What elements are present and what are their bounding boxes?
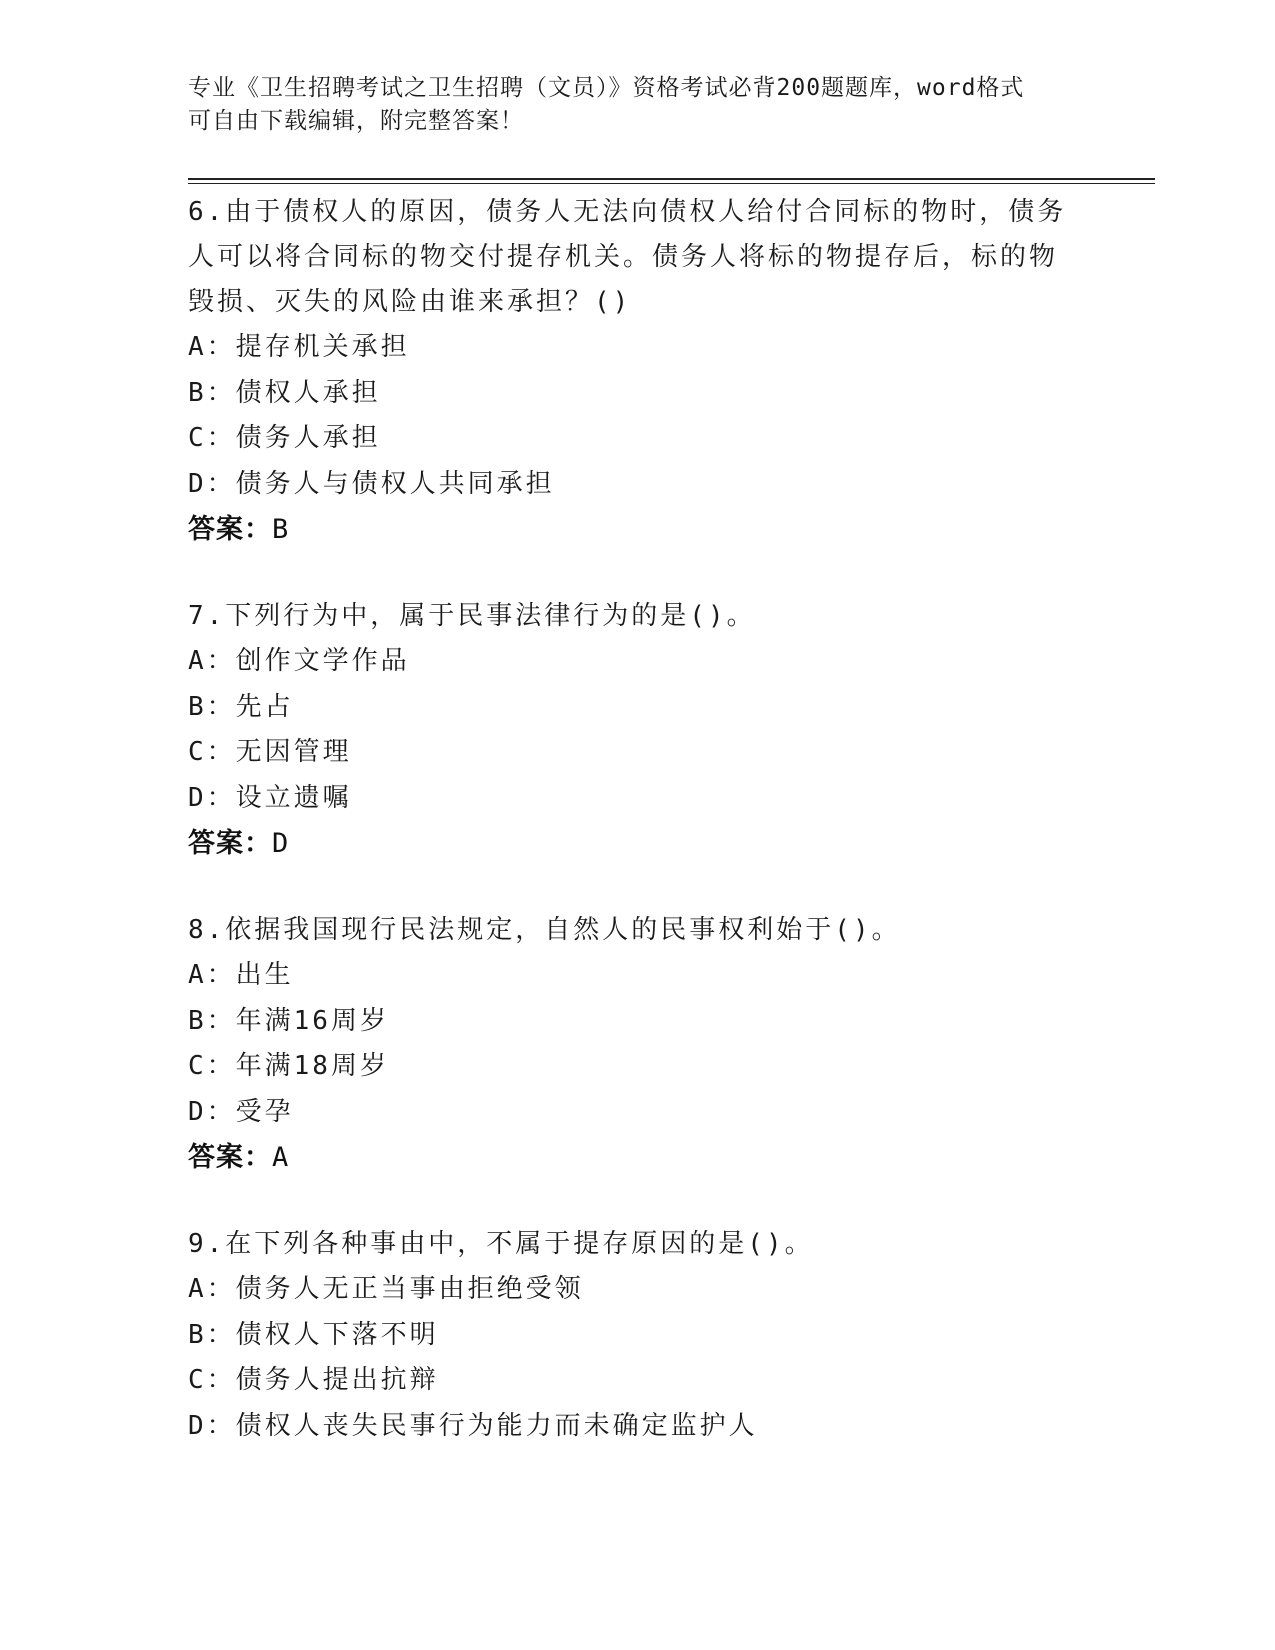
question-9 — [188, 1222, 1088, 1449]
header-line-1: 专业《卫生招聘考试之卫生招聘（文员）》资格考试必背200题题库，word格式 — [188, 75, 1025, 101]
option-b: B：债权人下落不明 — [188, 1319, 439, 1350]
option-c: C：债务人提出抗辩 — [188, 1365, 439, 1395]
question-stem — [188, 908, 1088, 953]
question-stem-line: 9.在下列各种事由中，不属于提存原因的是()。 — [188, 1229, 814, 1259]
question-stem-line: 毁损、灭失的风险由谁来承担？() — [188, 287, 632, 317]
option-d: D：设立遗嘱 — [188, 782, 352, 813]
answer-line — [188, 1135, 1088, 1180]
question-stem-line: 8.依据我国现行民法规定，自然人的民事权利始于()。 — [188, 915, 901, 945]
header-line-2: 可自由下载编辑，附完整答案！ — [188, 108, 524, 134]
option-c: C：债务人承担 — [188, 423, 381, 453]
question-6 — [188, 190, 1088, 552]
question-8 — [188, 908, 1088, 1180]
option-b: B：先占 — [188, 691, 294, 722]
question-stem — [188, 594, 1088, 639]
question-stem-line: 人可以将合同标的物交付提存机关。债务人将标的物提存后，标的物 — [188, 242, 1059, 272]
option-d: D：债权人丧失民事行为能力而未确定监护人 — [188, 1410, 758, 1441]
document-header — [188, 72, 1088, 138]
option-a: A：债务人无正当事由拒绝受领 — [188, 1274, 584, 1304]
option-c: C：年满18周岁 — [188, 1051, 389, 1081]
option-a: A：提存机关承担 — [188, 332, 410, 362]
option-d: D：受孕 — [188, 1096, 294, 1127]
answer-label: 答案： — [188, 1142, 272, 1173]
question-stem — [188, 1222, 1088, 1267]
option-a: A：出生 — [188, 960, 294, 990]
header-rule-thick — [188, 178, 1155, 180]
header-rule-thin — [188, 183, 1155, 184]
question-stem — [188, 190, 1088, 325]
answer-label: 答案： — [188, 514, 272, 545]
answer-value: A — [272, 1142, 290, 1173]
answer-line — [188, 507, 1088, 552]
option-d: D：债务人与债权人共同承担 — [188, 468, 555, 499]
option-c: C：无因管理 — [188, 737, 352, 767]
option-a: A：创作文学作品 — [188, 646, 410, 676]
question-7 — [188, 594, 1088, 866]
answer-value: D — [272, 828, 290, 859]
answer-value: B — [272, 514, 290, 545]
question-stem-line: 7.下列行为中，属于民事法律行为的是()。 — [188, 601, 756, 631]
answer-line — [188, 821, 1088, 866]
option-b: B：年满16周岁 — [188, 1005, 389, 1036]
answer-label: 答案： — [188, 828, 272, 859]
question-stem-line: 6.由于债权人的原因，债务人无法向债权人给付合同标的物时，债务 — [188, 197, 1067, 227]
option-b: B：债权人承担 — [188, 377, 381, 408]
question-list — [188, 190, 1088, 1491]
